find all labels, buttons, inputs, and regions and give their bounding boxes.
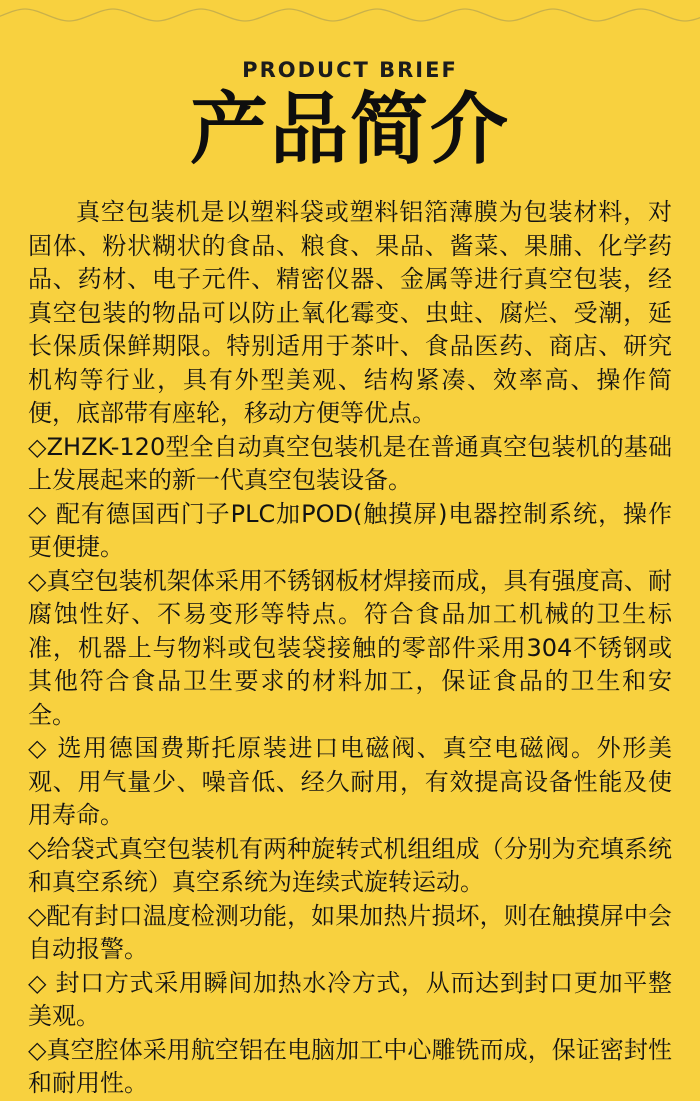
bullet-item: ◇给袋式真空包装机有两种旋转式机组组成（分别为充填系统和真空系统）真空系统为连续式旋转运动。 bbox=[28, 834, 672, 896]
body-text bbox=[0, 196, 700, 1101]
bullet-item: ◇真空包装机架体采用不锈钢板材焊接而成，具有强度高、耐腐蚀性好、不易变形等特点。符合食品加工机械的卫生标准，机器上与物料或包装袋接触的零部件采用304不锈钢或其他符合食品卫生要求的材料加工，保证食品的卫生和安全。 bbox=[28, 566, 672, 729]
wave-line bbox=[0, 9, 700, 21]
bullet-item: ◇配有封口温度检测功能，如果加热片损坏，则在触摸屏中会自动报警。 bbox=[28, 901, 672, 963]
wave-divider bbox=[0, 0, 700, 32]
bullet-list bbox=[28, 431, 672, 1101]
bullet-item: ◇ZHZK-120型全自动真空包装机是在普通真空包装机的基础上发展起来的新一代真空包装设备。 bbox=[28, 432, 672, 494]
bullet-item: ◇ 配有德国西门子PLC加POD(触摸屏)电器控制系统，操作更便捷。 bbox=[28, 499, 672, 561]
bullet-item: ◇真空腔体采用航空铝在电脑加工中心雕铣而成，保证密封性和耐用性。 bbox=[28, 1035, 672, 1097]
bullet-item: ◇ 选用德国费斯托原装进口电磁阀、真空电磁阀。外形美观、用气量少、噪音低、经久耐用，有效提高设备性能及使用寿命。 bbox=[28, 734, 672, 829]
page-title: 产品简介 bbox=[189, 85, 510, 175]
intro-paragraph: 真空包装机是以塑料袋或塑料铝箔薄膜为包装材料，对固体、粉状糊状的食品、粮食、果品、酱菜、果脯、化学药品、药材、电子元件、精密仪器、金属等进行真空包装，经真空包装的物品可以防止氧化霉变、虫蛀、腐烂、受潮，延长保质保鲜期限。特别适用于茶叶、食品医药、商店、研究机构等行业，具有外型美观、结构紧凑、效率高、操作简便，底部带有座轮，移动方便等优点。 bbox=[28, 198, 672, 427]
bullet-item: ◇ 封口方式采用瞬间加热水冷方式，从而达到封口更加平整美观。 bbox=[28, 968, 672, 1030]
section-eyebrow: PRODUCT BRIEF bbox=[242, 58, 458, 82]
